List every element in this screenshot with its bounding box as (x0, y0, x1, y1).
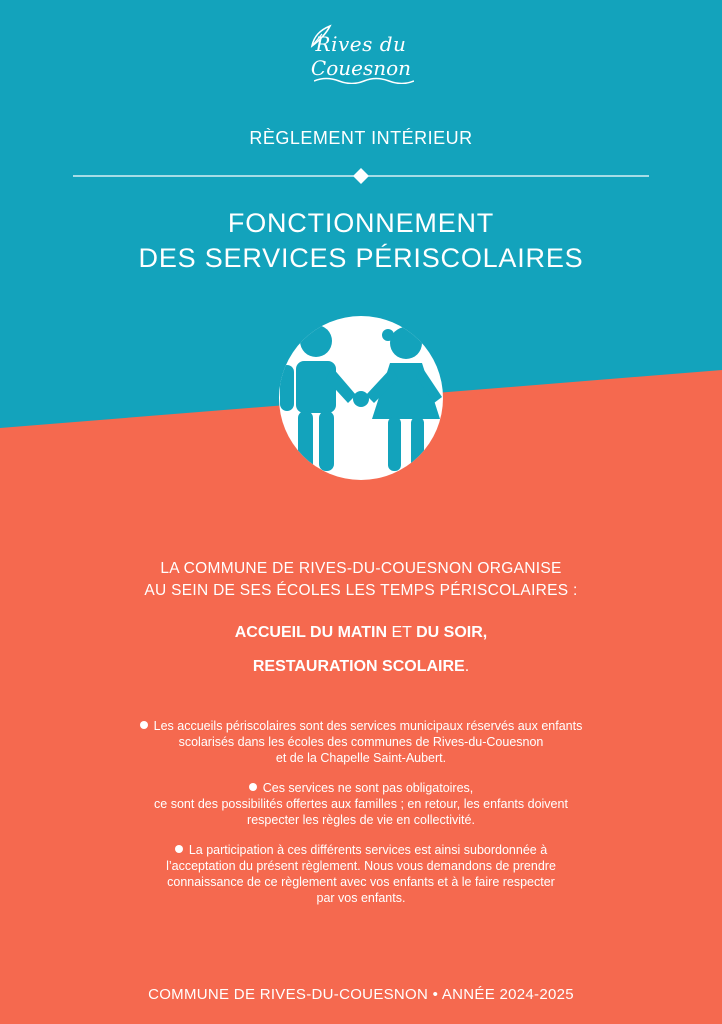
bullet-icon (175, 845, 183, 853)
commune-logo (300, 22, 422, 86)
service-line-1 (0, 622, 722, 644)
intro-line-1: LA COMMUNE DE RIVES-DU-COUESNON ORGANISE (160, 560, 562, 577)
service-evening: DU SOIR, (416, 624, 488, 641)
bullet-item (80, 718, 642, 766)
wave-icon (314, 76, 414, 84)
title-line-2: DES SERVICES PÉRISCOLAIRES (138, 243, 584, 273)
bullet-line: Les accueils périscolaires sont des services municipaux réservés aux enfants (153, 719, 583, 733)
intro-text (0, 558, 722, 602)
service-line-2 (0, 656, 722, 678)
bullet-line: respecter les règles de vie en collectivité. (247, 813, 475, 827)
document-title (0, 206, 722, 276)
logo-line-1: Rives du (315, 32, 407, 56)
bullet-item (80, 780, 642, 828)
service-and: ET (391, 624, 412, 641)
document-kicker: RÈGLEMENT INTÉRIEUR (249, 128, 473, 148)
bullet-line: l’acceptation du présent règlement. Nous vous demandons de prendre (166, 859, 556, 873)
bullet-line: par vos enfants. (316, 891, 406, 905)
bullet-line: connaissance de ce règlement avec vos enfants et à le faire respecter (167, 875, 555, 889)
bullet-icon (140, 721, 148, 729)
service-period: . (464, 658, 470, 675)
children-icon (276, 313, 446, 483)
service-morning: ACCUEIL DU MATIN (234, 624, 388, 641)
services-list (0, 622, 722, 690)
page-footer: COMMUNE DE RIVES-DU-COUESNON • ANNÉE 2024-2025 (148, 986, 574, 1003)
intro-line-2: AU SEIN DE SES ÉCOLES LES TEMPS PÉRISCOLAIRES : (144, 582, 578, 599)
title-line-1: FONCTIONNEMENT (227, 208, 495, 238)
rules-bullets (80, 718, 642, 920)
service-canteen: RESTAURATION SCOLAIRE (252, 658, 465, 675)
diamond-divider (73, 166, 649, 186)
bullet-line: Ces services ne sont pas obligatoires, (262, 781, 474, 795)
bullet-line: ce sont des possibilités offertes aux familles ; en retour, les enfants doivent (154, 797, 568, 811)
bullet-line: scolarisés dans les écoles des communes de Rives-du-Couesnon (178, 735, 544, 749)
logo-line-2: Couesnon (310, 56, 412, 80)
bullet-line: La participation à ces différents services est ainsi subordonnée à (188, 843, 548, 857)
bullet-line: et de la Chapelle Saint-Aubert. (275, 751, 447, 765)
bullet-item (80, 842, 642, 906)
bullet-icon (249, 783, 257, 791)
